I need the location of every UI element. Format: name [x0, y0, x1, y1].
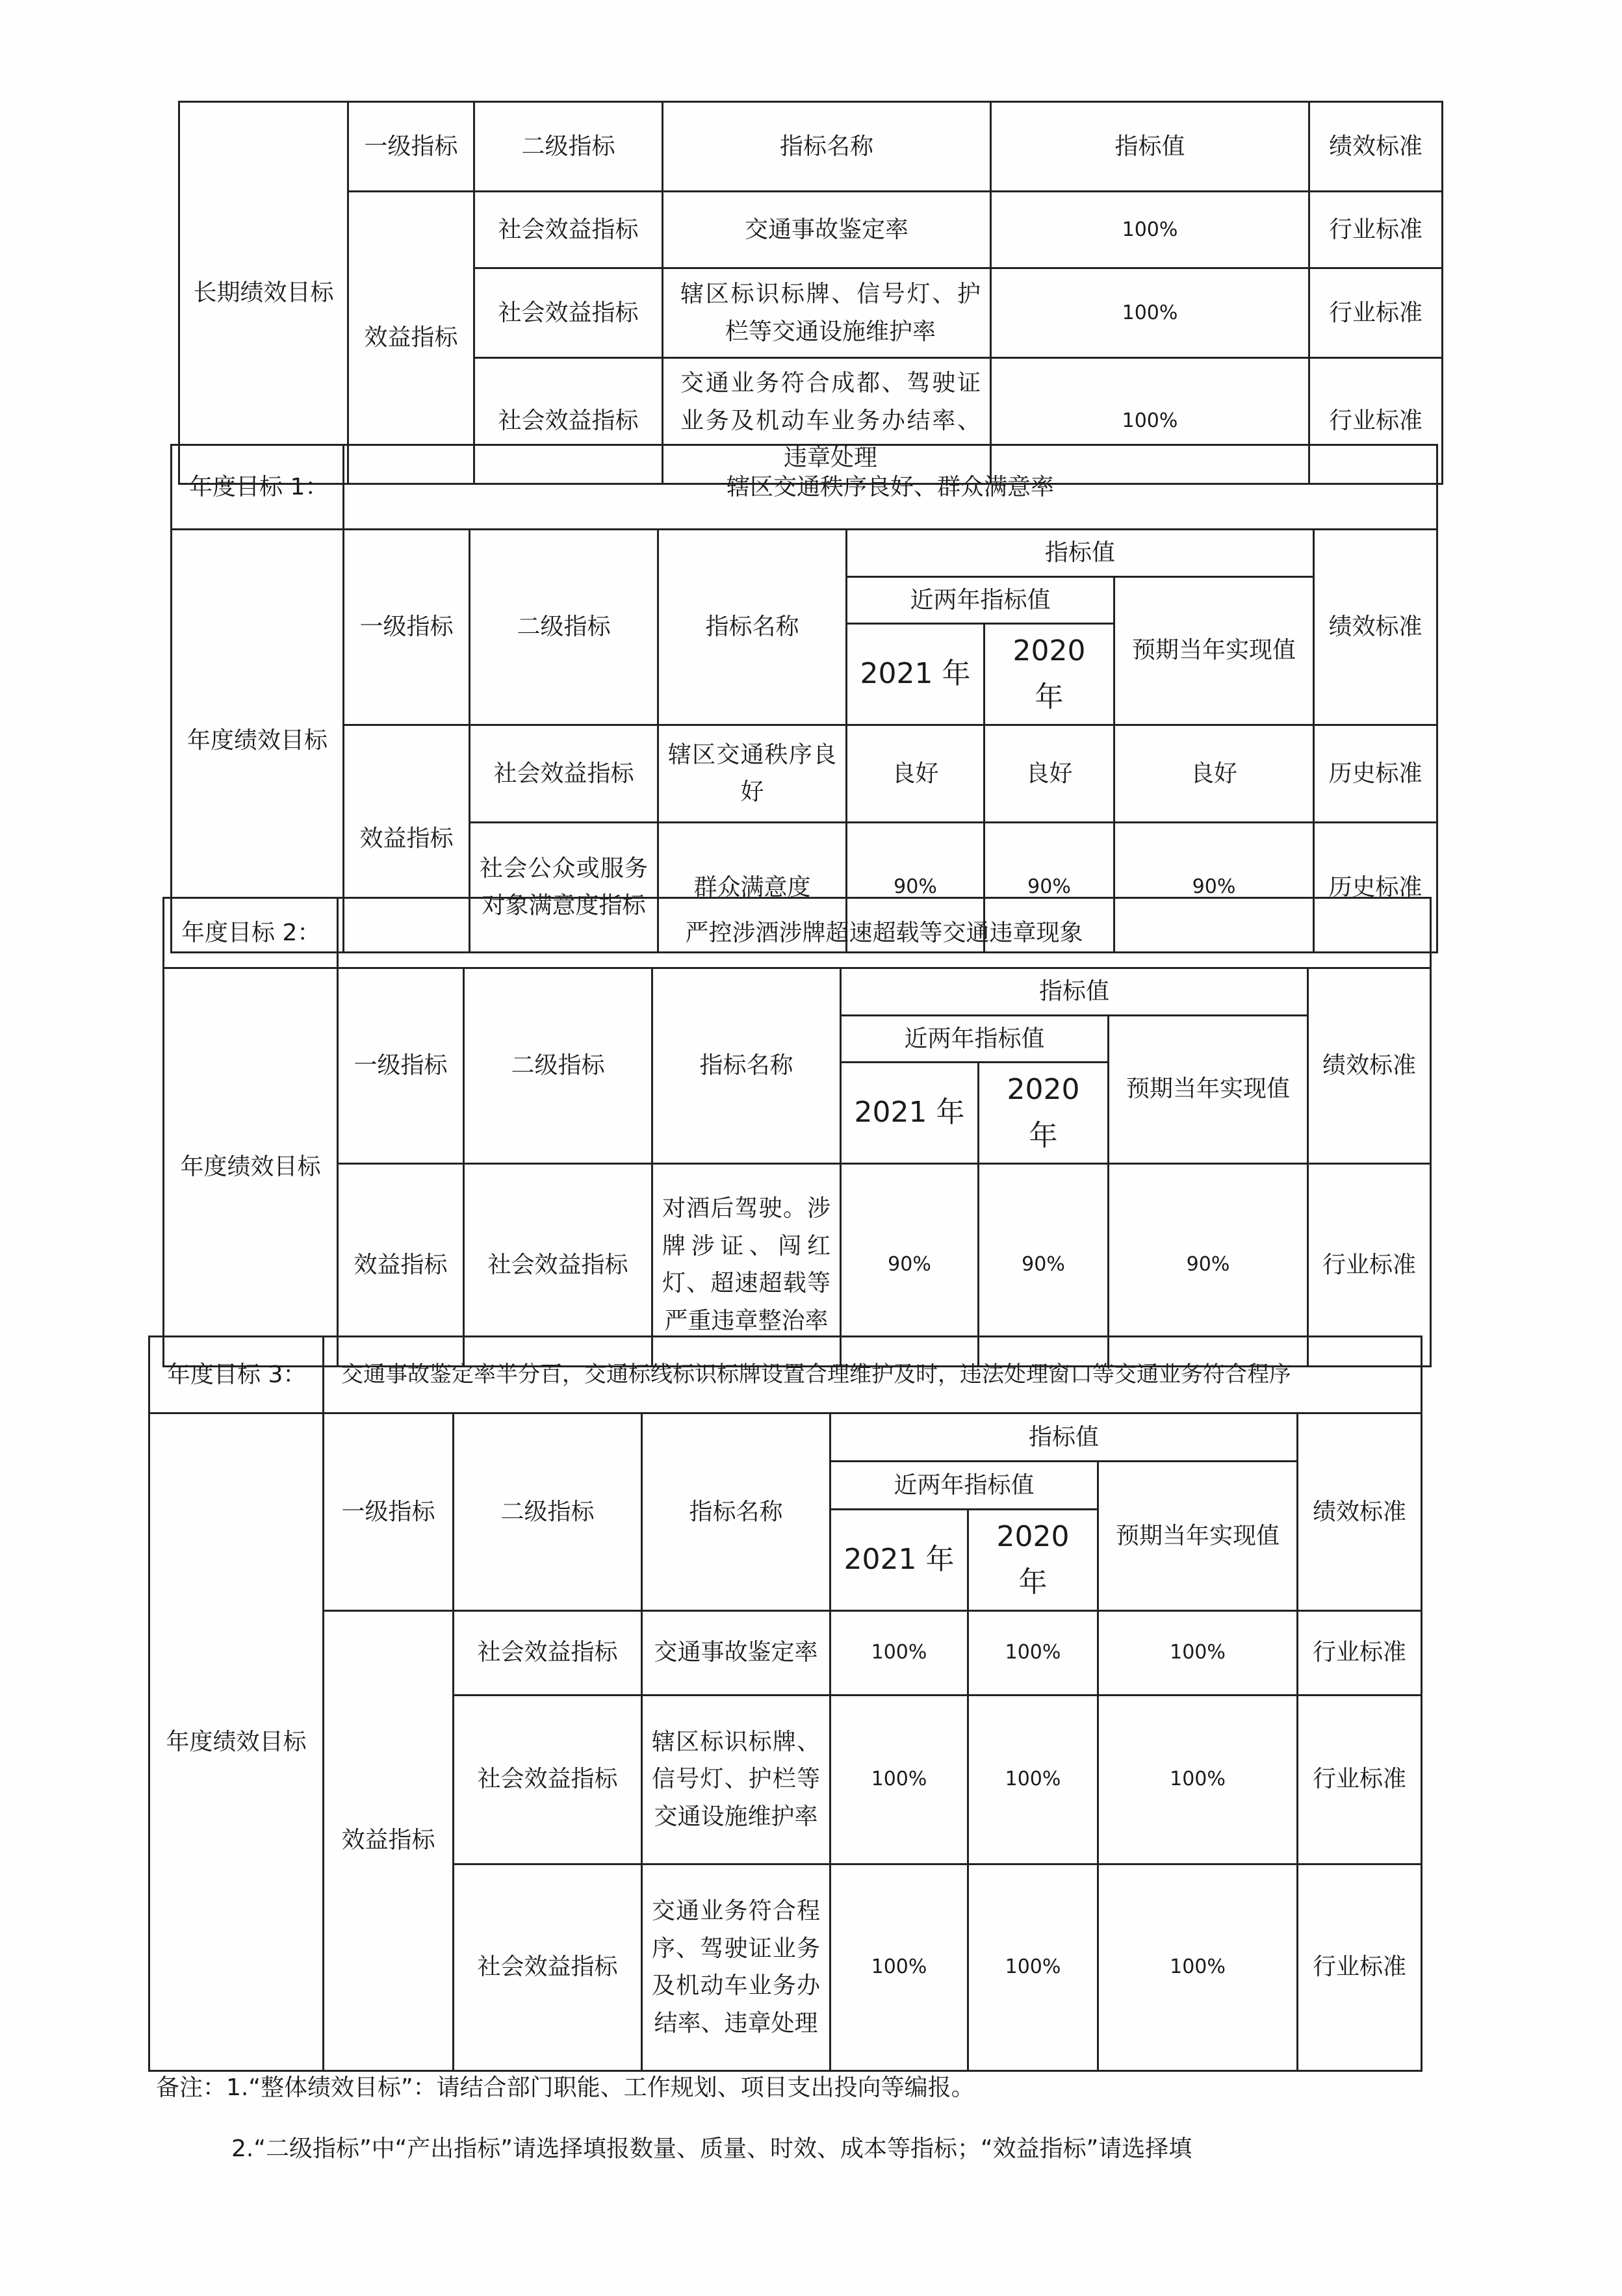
- header-level1: 一级指标: [348, 102, 474, 192]
- long-term-table: [178, 101, 1443, 485]
- value-2020: 90%: [979, 1163, 1109, 1366]
- value-2020: 100%: [968, 1610, 1098, 1695]
- indicator-name: 对酒后驾驶。涉牌涉证、闯红灯、超速超载等严重违章整治率: [652, 1163, 841, 1366]
- header-recent: 近两年指标值: [841, 1015, 1109, 1063]
- header-2021: 2021 年: [841, 1063, 979, 1164]
- level2-cell: 社会效益指标: [470, 725, 658, 822]
- goal3-perf-label: 年度绩效目标: [149, 1413, 324, 2071]
- indicator-value: 100%: [991, 268, 1309, 358]
- indicator-name: 交通业务符合成都、驾驶证业务及机动车业务办结率、违章处理: [663, 358, 991, 484]
- header-level2: 二级指标: [474, 102, 663, 192]
- header-2021: 2021 年: [830, 1510, 968, 1611]
- header-value: 指标值: [847, 530, 1314, 577]
- value-expected: 90%: [1109, 1163, 1308, 1366]
- indicator-name: 交通事故鉴定率: [642, 1610, 830, 1695]
- goal1-label: 年度目标 1：: [172, 445, 344, 530]
- header-level2: 二级指标: [454, 1413, 642, 1611]
- indicator-name: 群众满意度: [658, 822, 847, 952]
- goal3-level1: 效益指标: [324, 1610, 454, 2070]
- goal3-label: 年度目标 3：: [149, 1337, 324, 1413]
- goal1-table: [170, 444, 1438, 953]
- value-expected: 100%: [1098, 1864, 1298, 2070]
- goal2-label: 年度目标 2：: [164, 898, 338, 968]
- indicator-value: 100%: [991, 358, 1309, 484]
- header-value: 指标值: [991, 102, 1309, 192]
- level2-cell: 社会效益指标: [464, 1163, 652, 1366]
- indicator-name: 辖区标识标牌、信号灯、护栏等交通设施维护率: [663, 268, 991, 358]
- long-term-level1: 效益指标: [348, 192, 474, 484]
- header-name: 指标名称: [658, 530, 847, 725]
- value-2020: 100%: [968, 1864, 1098, 2070]
- value-2020: 100%: [968, 1695, 1098, 1864]
- header-2020: 2020 年: [968, 1510, 1098, 1611]
- value-2020: 良好: [985, 725, 1114, 822]
- header-standard: 绩效标准: [1308, 968, 1431, 1164]
- value-2021: 90%: [847, 822, 985, 952]
- header-2020: 2020 年: [979, 1063, 1109, 1164]
- long-term-label: 长期绩效目标: [179, 102, 348, 484]
- header-expected: 预期当年实现值: [1098, 1462, 1298, 1611]
- level2-cell: 社会效益指标: [474, 358, 663, 484]
- level2-cell: 社会效益指标: [454, 1695, 642, 1864]
- value-2021: 良好: [847, 725, 985, 822]
- header-expected: 预期当年实现值: [1109, 1015, 1308, 1163]
- goal2-level1: 效益指标: [338, 1163, 464, 1366]
- goal2-table: [162, 897, 1432, 1367]
- value-2021: 100%: [830, 1695, 968, 1864]
- indicator-name: 辖区交通秩序良好: [658, 725, 847, 822]
- header-level2: 二级指标: [464, 968, 652, 1164]
- header-standard: 绩效标准: [1309, 102, 1443, 192]
- indicator-standard: 行业标准: [1298, 1695, 1422, 1864]
- header-level1: 一级指标: [324, 1413, 454, 1611]
- indicator-name: 交通业务符合程序、驾驶证业务及机动车业务办结率、违章处理: [642, 1864, 830, 2070]
- indicator-name: 交通事故鉴定率: [663, 192, 991, 268]
- goal1-text: 辖区交通秩序良好、群众满意率: [344, 445, 1437, 530]
- header-recent: 近两年指标值: [830, 1462, 1098, 1510]
- level2-cell: 社会效益指标: [474, 192, 663, 268]
- header-standard: 绩效标准: [1314, 530, 1437, 725]
- indicator-standard: 行业标准: [1309, 268, 1443, 358]
- goal1-level1: 效益指标: [344, 725, 470, 952]
- header-name: 指标名称: [652, 968, 841, 1164]
- note-line-2: 2.“二级指标”中“产出指标”请选择填报数量、质量、时效、成本等指标；“效益指标”请选择填: [231, 2135, 1192, 2162]
- note-line-1: 备注：1.“整体绩效目标”：请结合部门职能、工作规划、项目支出投向等编报。: [156, 2074, 975, 2101]
- header-level1: 一级指标: [338, 968, 464, 1164]
- level2-cell: 社会效益指标: [454, 1610, 642, 1695]
- indicator-standard: 行业标准: [1309, 358, 1443, 484]
- goal3-text: 交通事故鉴定率半分百，交通标线标识标牌设置合理维护及时，违法处理窗口等交通业务符合程序: [324, 1337, 1422, 1413]
- value-2021: 100%: [830, 1610, 968, 1695]
- value-2020: 90%: [985, 822, 1114, 952]
- indicator-standard: 历史标准: [1314, 725, 1437, 822]
- value-expected: 90%: [1114, 822, 1314, 952]
- indicator-name: 辖区标识标牌、信号灯、护栏等交通设施维护率: [642, 1695, 830, 1864]
- level2-cell: 社会效益指标: [454, 1864, 642, 2070]
- level2-cell: 社会效益指标: [474, 268, 663, 358]
- value-expected: 100%: [1098, 1695, 1298, 1864]
- header-value: 指标值: [841, 968, 1308, 1016]
- indicator-standard: 行业标准: [1298, 1610, 1422, 1695]
- header-2021: 2021 年: [847, 624, 985, 725]
- header-recent: 近两年指标值: [847, 576, 1114, 624]
- header-expected: 预期当年实现值: [1114, 576, 1314, 725]
- header-2020: 2020 年: [985, 624, 1114, 725]
- indicator-standard: 行业标准: [1298, 1864, 1422, 2070]
- header-name: 指标名称: [642, 1413, 830, 1611]
- header-name: 指标名称: [663, 102, 991, 192]
- value-2021: 100%: [830, 1864, 968, 2070]
- header-value: 指标值: [830, 1413, 1298, 1462]
- indicator-standard: 行业标准: [1309, 192, 1443, 268]
- indicator-value: 100%: [991, 192, 1309, 268]
- header-level2: 二级指标: [470, 530, 658, 725]
- header-standard: 绩效标准: [1298, 1413, 1422, 1611]
- value-expected: 100%: [1098, 1610, 1298, 1695]
- value-2021: 90%: [841, 1163, 979, 1366]
- goal3-table: [148, 1335, 1422, 2072]
- header-level1: 一级指标: [344, 530, 470, 725]
- goal1-perf-label: 年度绩效目标: [172, 530, 344, 953]
- goal2-text: 严控涉酒涉牌超速超载等交通违章现象: [338, 898, 1431, 968]
- indicator-standard: 行业标准: [1308, 1163, 1431, 1366]
- value-expected: 良好: [1114, 725, 1314, 822]
- indicator-standard: 历史标准: [1314, 822, 1437, 952]
- goal2-perf-label: 年度绩效目标: [164, 968, 338, 1367]
- level2-cell: 社会公众或服务对象满意度指标: [470, 822, 658, 952]
